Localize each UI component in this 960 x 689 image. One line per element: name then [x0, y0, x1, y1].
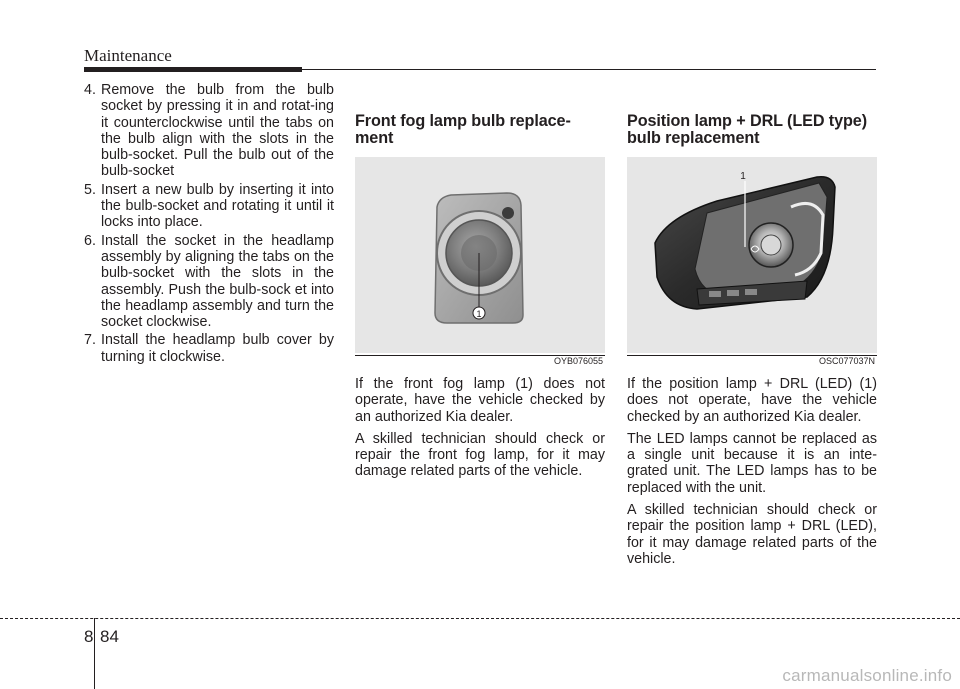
step-text: Install the socket in the headlamp assembly by aligning the tabs on the bulb-socket with the slots in the assembly. Push the bulb-sock et into the headlamp assembly and turn the socket clockwise.	[101, 232, 334, 331]
step-number: 6.	[84, 232, 96, 249]
header-rule-thin	[302, 69, 876, 70]
figure-code: OSC077037N	[818, 356, 875, 366]
step-number: 4.	[84, 82, 96, 98]
fog-callout-label: 1	[476, 309, 482, 319]
page-number: 84	[100, 627, 119, 646]
fog-lamp-figure	[355, 157, 605, 366]
section-title: Maintenance	[84, 46, 172, 65]
fog-lamp-paragraph: If the front fog lamp (1) does not operate, have the vehicle checked by an authorized Kia dealer.	[355, 376, 605, 425]
step-item	[84, 233, 334, 331]
fog-lamp-heading: Front fog lamp bulb replace-ment	[355, 112, 571, 147]
step-text: Remove the bulb from the bulb socket by pressing it in and rotat-ing it counterclockwise until the tabs on the bulb align with the slots in the bulb-socket. Pull the bulb out of the bulb-socket	[101, 82, 334, 180]
column-3	[627, 83, 877, 567]
step-list	[84, 82, 334, 365]
drl-paragraph: The LED lamps cannot be replaced as a single unit because it is an inte-grated unit. The LED lamps has to be replaced with the unit.	[627, 430, 877, 496]
step-item	[84, 182, 334, 231]
header-rule-thick	[84, 67, 302, 72]
footer-dashed-rule	[0, 618, 960, 619]
watermark-text: carmanualsonline.info	[782, 666, 952, 685]
step-text: Insert a new bulb by inserting it into the bulb-socket and rotating it until it locks into place.	[101, 181, 334, 231]
drl-heading: Position lamp + DRL (LED type) bulb replacement	[627, 112, 867, 147]
step-item	[84, 332, 334, 365]
drl-paragraph: If the position lamp + DRL (LED) (1) does not operate, have the vehicle checked by an authorized Kia dealer.	[627, 376, 877, 425]
column-2	[355, 83, 605, 480]
drl-figure	[627, 157, 877, 366]
headlamp-illustration	[627, 157, 877, 353]
drl-paragraph: A skilled technician should check or repair the position lamp + DRL (LED), for it may damage related parts of the vehicle.	[627, 502, 877, 567]
step-number: 5.	[84, 181, 96, 198]
footer-vertical-rule	[94, 618, 95, 689]
figure-code: OYB076055	[553, 356, 603, 366]
fog-lamp-illustration	[355, 157, 605, 353]
column-1	[84, 82, 334, 367]
step-item	[84, 82, 334, 180]
drl-callout-label: 1	[740, 171, 746, 182]
chapter-number: 8	[84, 627, 94, 646]
fog-lamp-paragraph: A skilled technician should check or repair the front fog lamp, for it may damage related parts of the vehicle.	[355, 430, 605, 480]
step-text: Install the headlamp bulb cover by turning it clockwise.	[101, 332, 334, 365]
step-number: 7.	[84, 332, 96, 349]
